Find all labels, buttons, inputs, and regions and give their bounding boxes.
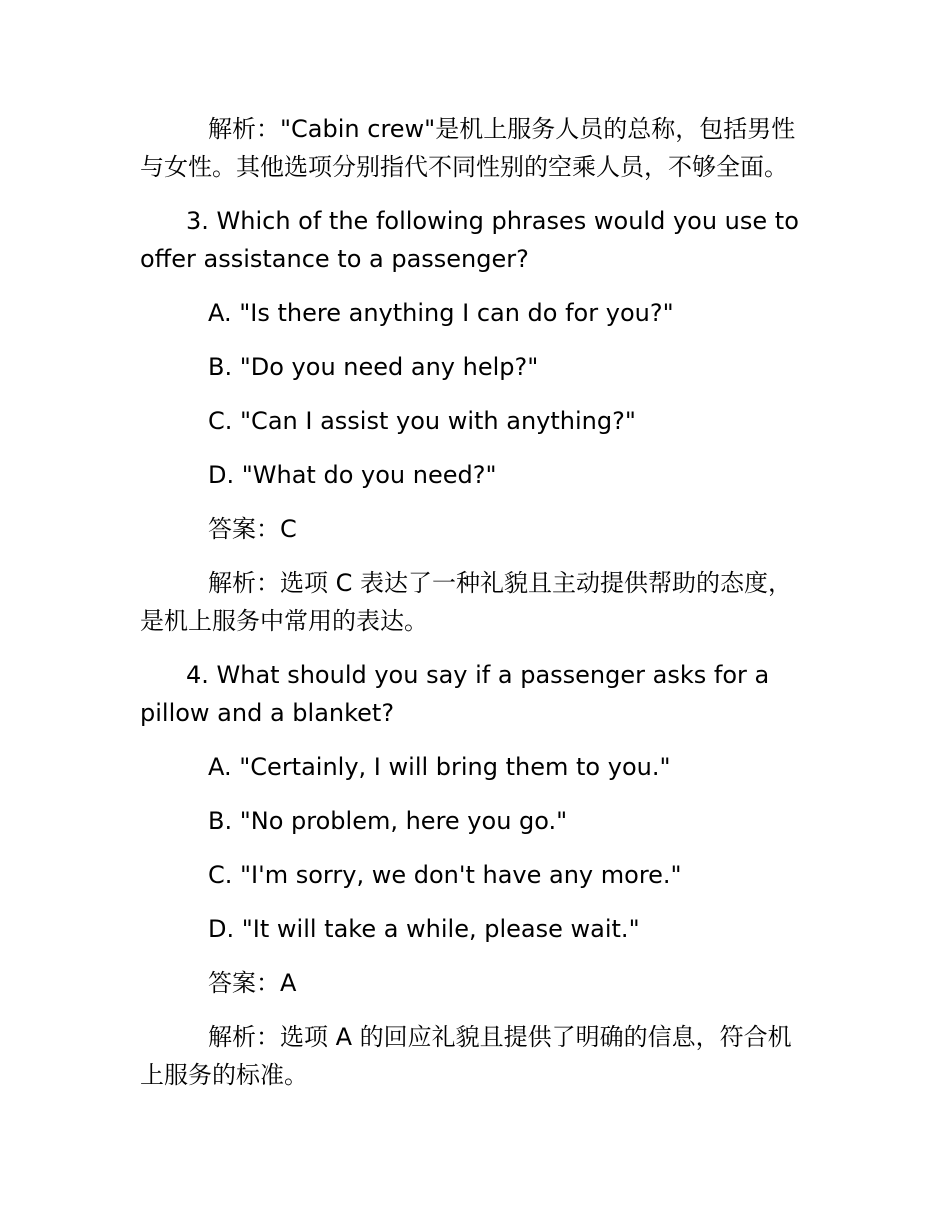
q3-option-c: C. "Can I assist you with anything?" bbox=[208, 407, 636, 435]
q4-option-b: B. "No problem, here you go." bbox=[208, 807, 568, 835]
q2-analysis: 解析："Cabin crew"是机上服务人员的总称，包括男性与女性。其他选项分别指代不同性别的空乘人员，不够全面。 bbox=[140, 115, 796, 181]
q4-option-c: C. "I'm sorry, we don't have any more." bbox=[208, 861, 682, 889]
q4-option-a: A. "Certainly, I will bring them to you." bbox=[208, 753, 671, 781]
q3-option-a: A. "Is there anything I can do for you?" bbox=[208, 299, 674, 327]
q3-answer: 答案：C bbox=[208, 515, 297, 543]
q4-question: 4. What should you say if a passenger asks for a pillow and a blanket? bbox=[140, 661, 770, 727]
q4-answer: 答案：A bbox=[208, 969, 297, 997]
q4-analysis: 解析：选项 A 的回应礼貌且提供了明确的信息，符合机上服务的标准。 bbox=[140, 1023, 792, 1089]
q3-analysis: 解析：选项 C 表达了一种礼貌且主动提供帮助的态度，是机上服务中常用的表达。 bbox=[140, 569, 793, 635]
q3-option-b: B. "Do you need any help?" bbox=[208, 353, 539, 381]
q3-option-d: D. "What do you need?" bbox=[208, 461, 497, 489]
document-page bbox=[140, 110, 812, 1094]
q3-question: 3. Which of the following phrases would you use to offer assistance to a passenger? bbox=[140, 207, 799, 273]
q4-option-d: D. "It will take a while, please wait." bbox=[208, 915, 640, 943]
